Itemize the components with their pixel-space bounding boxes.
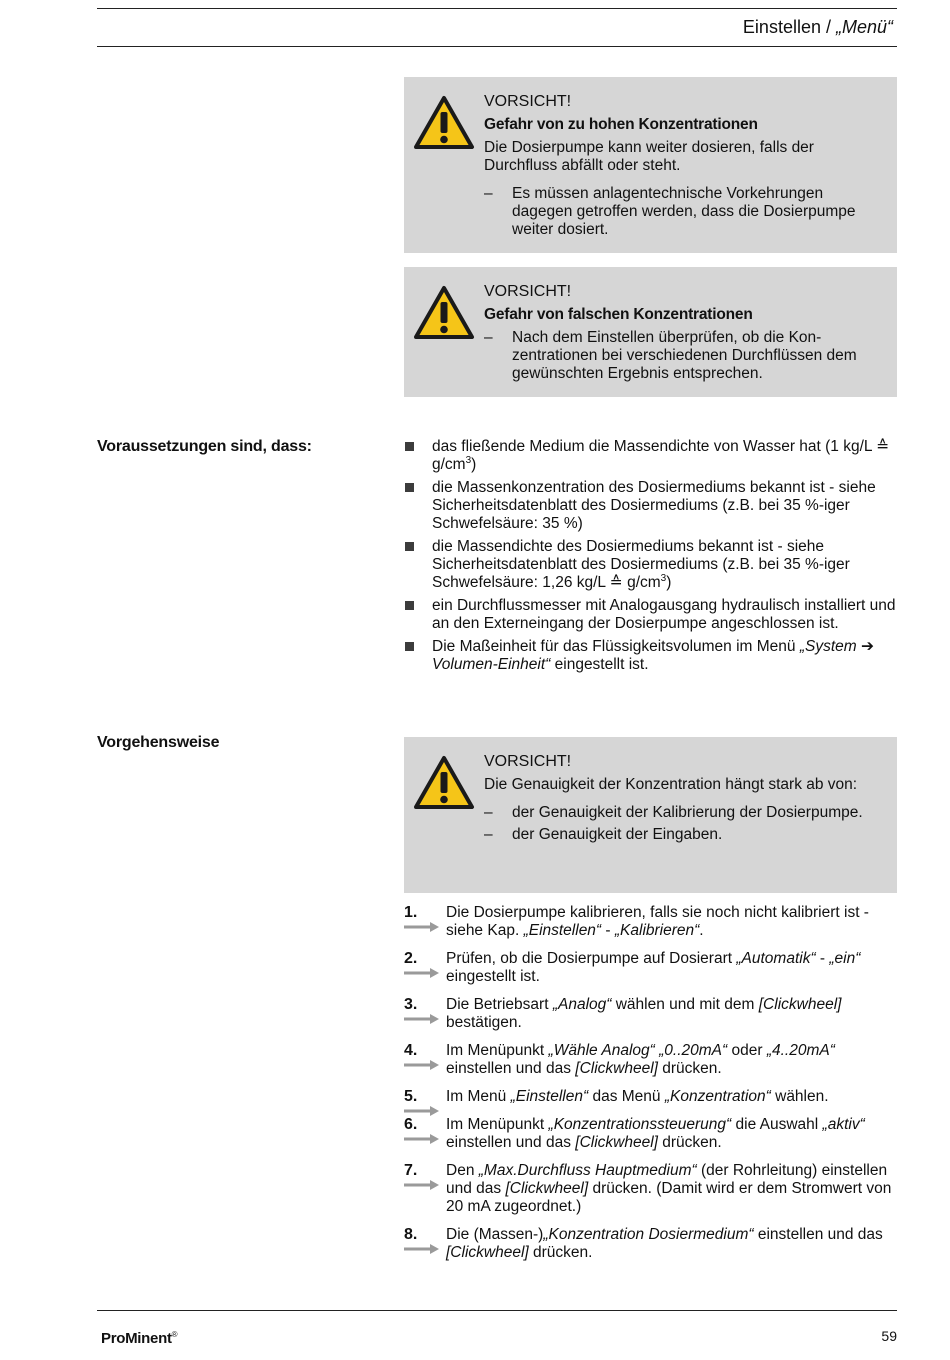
- page-number: 59: [881, 1328, 897, 1344]
- warning-item: – Es müssen anlagentechnische Vorkehrungen dagegen getroffen werden, dass die Dosierpumpe weiter dosiert.: [484, 185, 877, 239]
- prerequisites-label: Voraussetzungen sind, dass:: [97, 438, 312, 455]
- bullet-square-icon: [405, 483, 414, 492]
- step-number: 7.: [404, 1162, 418, 1179]
- step-text: Im Menüpunkt „Konzentrationssteuerung“ die Auswahl „aktiv“ einstellen und das [Clickwheel] drücken.: [446, 1116, 865, 1151]
- header-top-rule: [97, 8, 897, 9]
- step-number: 6.: [404, 1116, 418, 1133]
- step-number: 5.: [404, 1088, 418, 1105]
- procedure-step: [404, 1226, 899, 1262]
- list-item: die Massendichte des Dosiermediums bekannt ist - siehe Sicherheitsdatenblatt des Dosiermediums (z.B. bei 35 %-iger Schwefelsäure: 1,26 kg/L ≙ $g/cm^3$): [404, 538, 899, 592]
- step-text: Prüfen, ob die Dosierpumpe auf Dosierart „Automatik“ - „ein“ eingestellt ist.: [446, 950, 861, 985]
- procedure-step: [404, 1116, 899, 1152]
- warning-text: Die Genauigkeit der Konzentration hängt stark ab von:: [484, 776, 858, 793]
- warning-item: – der Genauigkeit der Kalibrierung der Dosierpumpe.: [484, 804, 877, 822]
- step-arrow-icon: [404, 1014, 440, 1024]
- footer-rule: [97, 1310, 897, 1311]
- list-item: Die Maßeinheit für das Flüssigkeitsvolumen im Menü „System ➔ Volumen-Einheit“ eingestellt ist.: [404, 638, 899, 674]
- warning-title: Gefahr von falschen Konzentrationen: [484, 306, 753, 323]
- warning-triangle-icon: [413, 755, 475, 811]
- prerequisites-list: [404, 438, 899, 679]
- warning-item: – der Genauigkeit der Eingaben.: [484, 826, 877, 844]
- bullet-square-icon: [405, 642, 414, 651]
- step-number: 8.: [404, 1226, 418, 1243]
- procedure-step: [404, 904, 899, 940]
- step-arrow-icon: [404, 1180, 440, 1190]
- step-number: 2.: [404, 950, 418, 967]
- procedure-label: Vorgehensweise: [97, 734, 220, 751]
- warning-box-wrong-concentration: [404, 267, 897, 397]
- warning-item: – Nach dem Einstellen überprüfen, ob die Konzentrationen bei verschiedenen Durchflüssen dem gewünschten Ergebnis entsprechen.: [484, 329, 877, 383]
- step-number: 4.: [404, 1042, 418, 1059]
- step-text: Die Betriebsart „Analog“ wählen und mit dem [Clickwheel] bestätigen.: [446, 996, 842, 1031]
- procedure-step: [404, 1088, 899, 1106]
- header-bottom-rule: [97, 46, 897, 47]
- procedure-step: [404, 1162, 899, 1216]
- list-item: ein Durchflussmesser mit Analogausgang hydraulisch installiert und an den Externeingang der Dosierpumpe angeschlossen ist.: [404, 597, 899, 633]
- list-item: das fließende Medium die Massendichte von Wasser hat (1 kg/L ≙ $g/cm^3$): [404, 438, 899, 474]
- step-text: Die Dosierpumpe kalibrieren, falls sie noch nicht kalibriert ist - siehe Kap. „Einstellen“ - „Kalibrieren“.: [446, 904, 869, 939]
- list-item: die Massenkonzentration des Dosiermediums bekannt ist - siehe Sicherheitsdatenblatt des Dosiermediums (z.B. bei 35 %-iger Schwefelsäure: 35 %): [404, 479, 899, 533]
- bullet-square-icon: [405, 442, 414, 451]
- warning-signal-word: VORSICHT!: [484, 283, 572, 300]
- procedure-step: [404, 996, 899, 1032]
- step-arrow-icon: [404, 1134, 440, 1144]
- step-arrow-icon: [404, 1106, 440, 1116]
- step-arrow-icon: [404, 1060, 440, 1070]
- warning-title: Gefahr von zu hohen Konzentrationen: [484, 116, 758, 133]
- bullet-square-icon: [405, 542, 414, 551]
- warning-signal-word: VORSICHT!: [484, 93, 572, 110]
- warning-triangle-icon: [413, 95, 475, 151]
- step-number: 1.: [404, 904, 418, 921]
- step-arrow-icon: [404, 968, 440, 978]
- step-arrow-icon: [404, 1244, 440, 1254]
- step-text: Im Menüpunkt „Wähle Analog“ „0..20mA“ oder „4..20mA“ einstellen und das [Clickwheel] drücken.: [446, 1042, 835, 1077]
- warning-box-high-concentration: [404, 77, 897, 253]
- prominent-logo: ProMinent®: [101, 1330, 178, 1347]
- warning-text: Die Dosierpumpe kann weiter dosieren, falls der Durchfluss abfällt oder steht.: [484, 139, 814, 174]
- warning-signal-word: VORSICHT!: [484, 753, 572, 770]
- warning-box-accuracy: [404, 737, 897, 893]
- step-arrow-icon: [404, 922, 440, 932]
- step-text: Im Menü „Einstellen“ das Menü „Konzentration“ wählen.: [446, 1088, 829, 1105]
- procedure-step: [404, 1042, 899, 1078]
- step-text: Die (Massen-)„Konzentration Dosiermedium“ einstellen und das [Clickwheel] drücken.: [446, 1226, 883, 1261]
- page-header-title: Einstellen / „Menü“: [742, 17, 893, 37]
- step-text: Den „Max.Durchfluss Hauptmedium“ (der Rohrleitung) einstellen und das [Clickwheel] drücken. (Damit wird er dem Stromwert von 20 mA zugeordnet.): [446, 1162, 892, 1215]
- bullet-square-icon: [405, 601, 414, 610]
- procedure-steps: [404, 904, 899, 1272]
- procedure-step: [404, 950, 899, 986]
- warning-triangle-icon: [413, 285, 475, 341]
- step-number: 3.: [404, 996, 418, 1013]
